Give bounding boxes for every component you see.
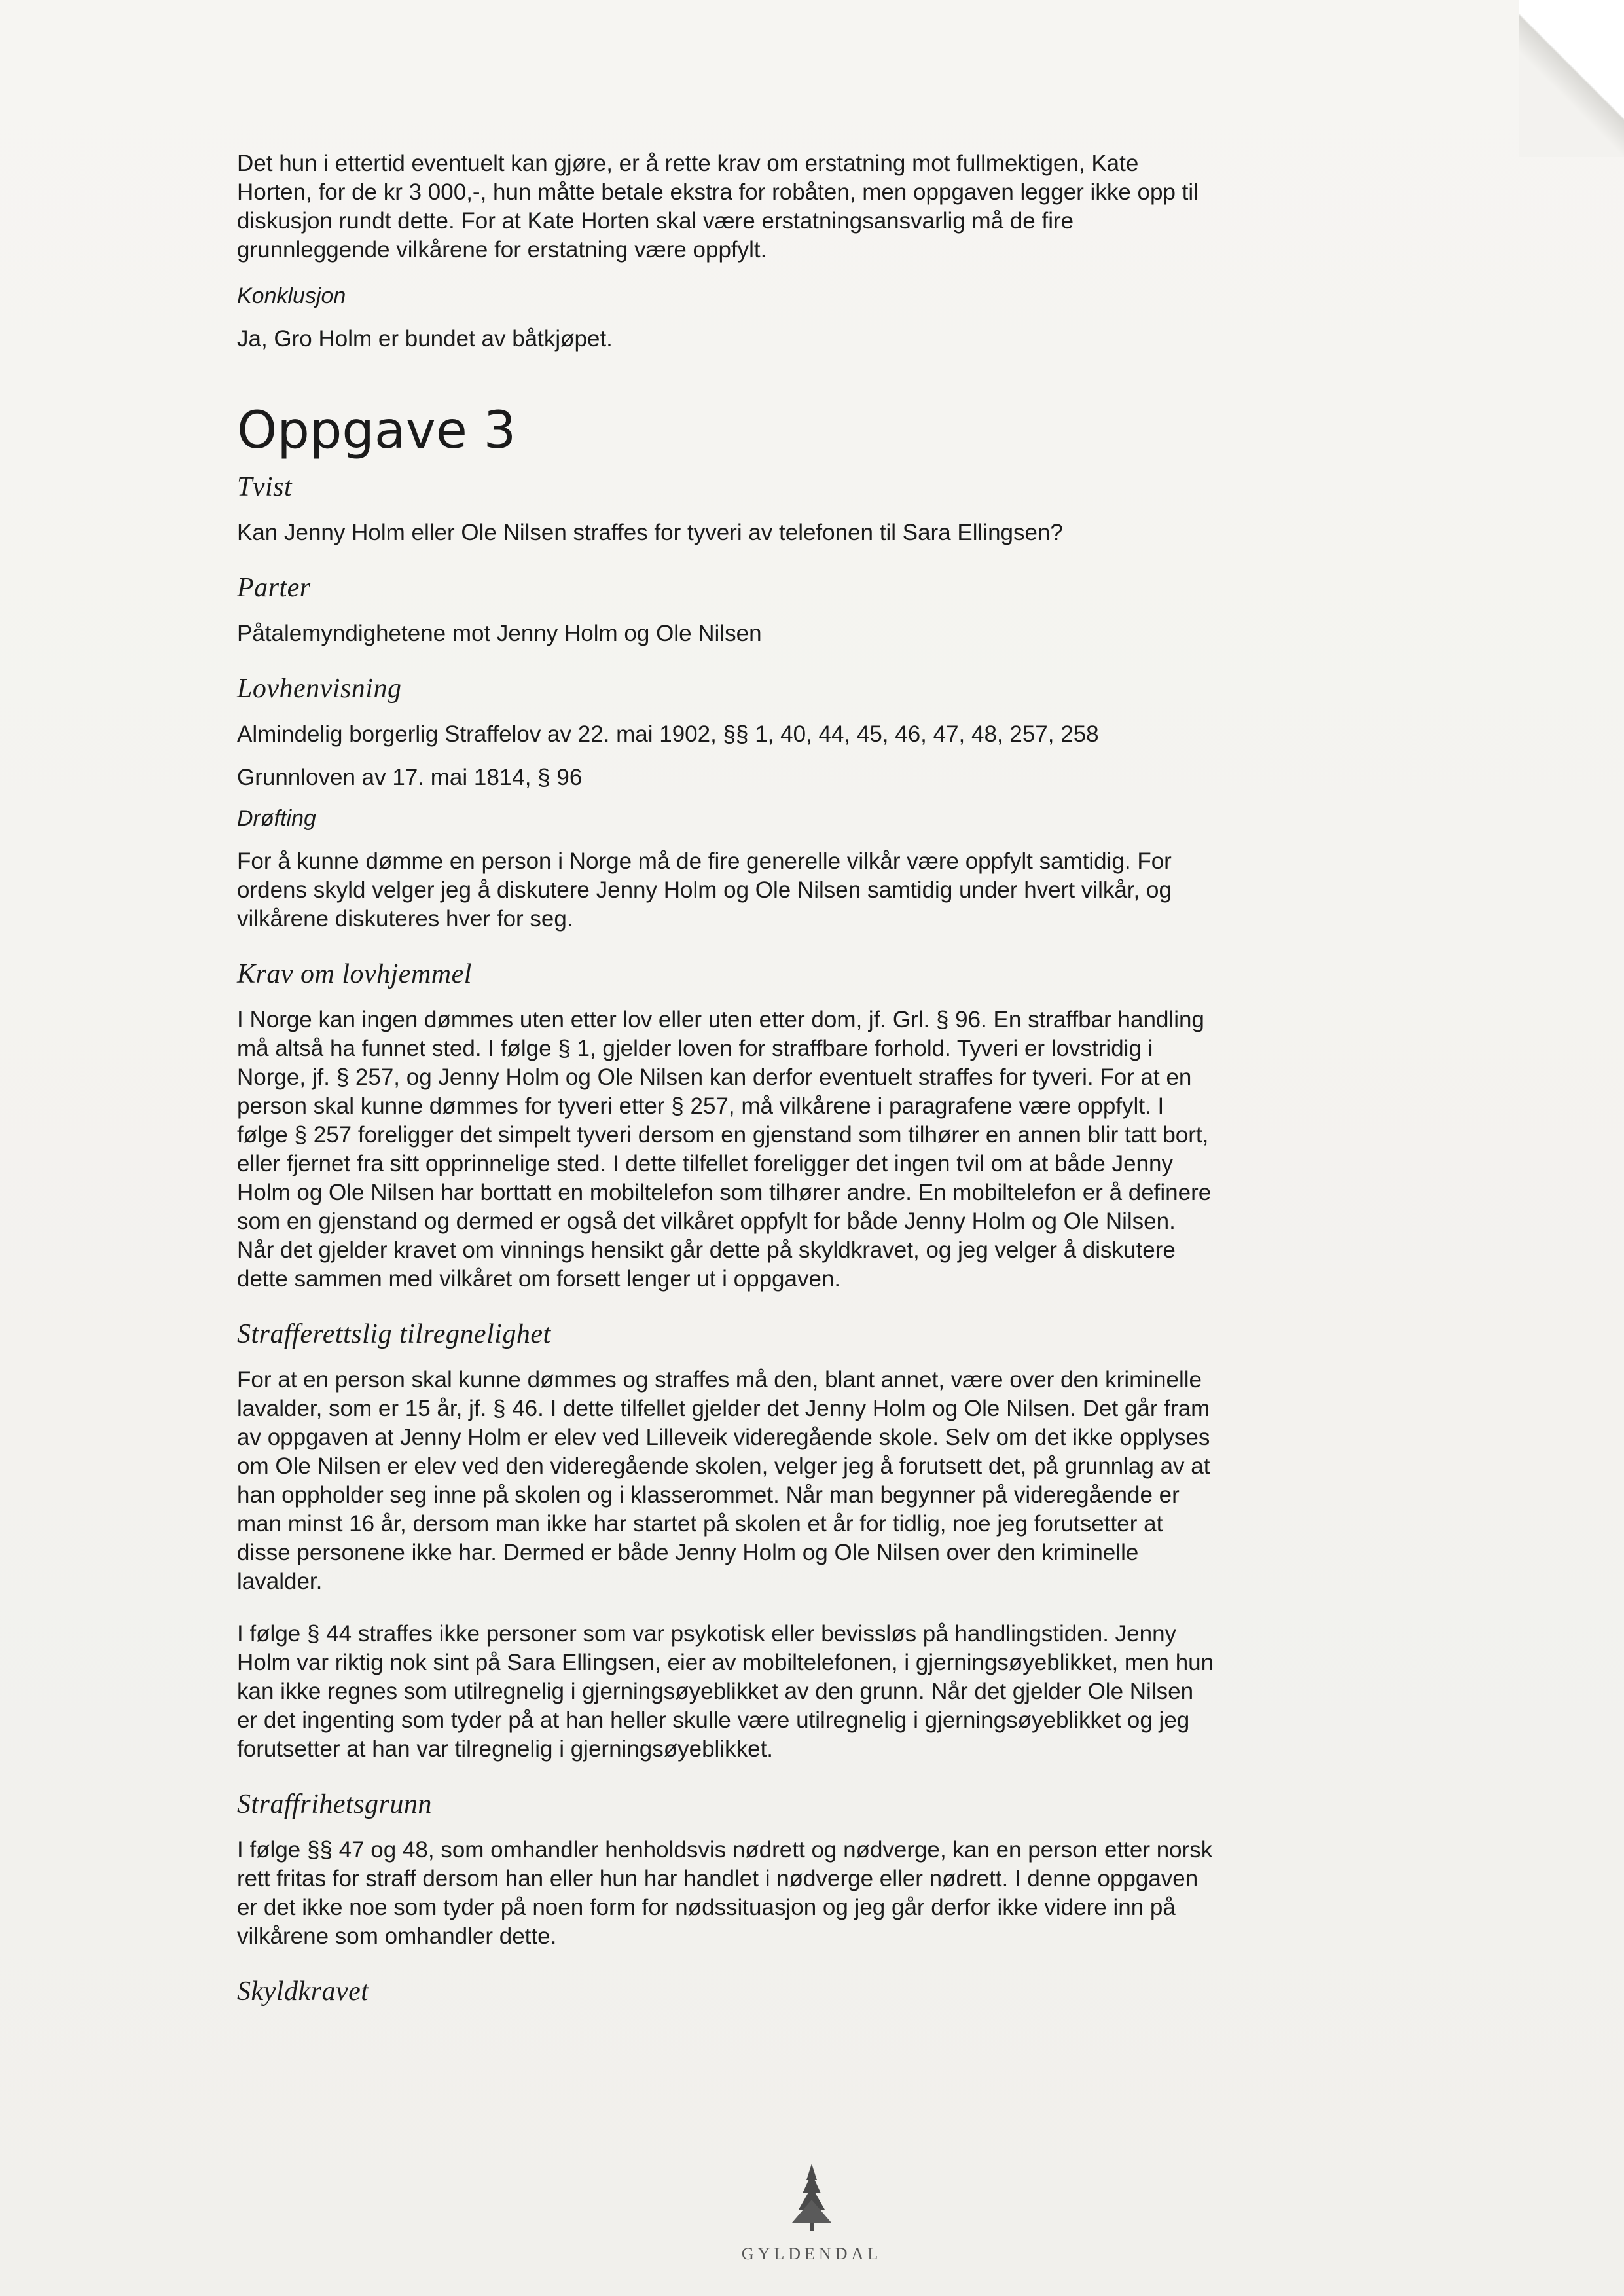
document-body xyxy=(237,149,1415,2023)
skyldkravet-label: Skyldkravet xyxy=(237,1977,369,2007)
tree-icon xyxy=(772,2160,851,2236)
strafferettslig-tilregnelighet-text-1: For at en person skal kunne dømmes og straffes må den, blant annet, være over den kriminelle lavalder, som er 15 år, jf. § 46. I dette tilfellet gjelder det Jenny Holm og Ole Nilsen. Det går fram av oppgaven at Jenny Holm er elev ved Lilleveik videregående skole. Selv om det ikke opplyses om Ole Nilsen er elev ved den videregående skolen, velger jeg å forutsett det, på grunnlag av at han oppholder seg inne på skolen og i klasserommet. Når man begynner på videregående er man minst 16 år, dersom man ikke har startet på skolen et år for tidlig, noe jeg forutsetter at disse personene ikke har. Dermed er både Jenny Holm og Ole Nilsen over den kriminelle lavalder. xyxy=(237,1367,1210,1594)
konklusjon-text: Ja, Gro Holm er bundet av båtkjøpet. xyxy=(237,326,613,352)
page-corner-fold xyxy=(1519,0,1624,157)
konklusjon-label: Konklusjon xyxy=(237,283,346,308)
krav-om-lovhjemmel-label: Krav om lovhjemmel xyxy=(237,959,472,989)
krav-om-lovhjemmel-text: I Norge kan ingen dømmes uten etter lov eller uten etter dom, jf. Grl. § 96. En straffbar handling må altså ha funnet sted. I følge § 1, gjelder loven for straffbare forhold. Tyveri er lovstridig i Norge, jf. § 257, og Jenny Holm og Ole Nilsen kan derfor eventuelt straffes for tyveri. For at en person skal kunne dømmes for tyveri etter § 257, må vilkårene i paragrafene være oppfylt. I følge § 257 foreligger det simpelt tyveri dersom en gjenstand som tilhører en annen blir tatt bort, eller fjernet fra sitt opprinnelige sted. I dette tilfellet foreligger det ingen tvil om at både Jenny Holm og Ole Nilsen har borttatt en mobiltelefon som tilhører andre. En mobiltelefon er å definere som en gjenstand og dermed er også det vilkåret oppfylt for både Jenny Holm og Ole Nilsen. Når det gjelder kravet om vinnings hensikt går dette på skyldkravet, og jeg velger å diskutere dette sammen med vilkåret om forsett lenger ut i oppgaven. xyxy=(237,1007,1212,1292)
lovhenvisning-grunnloven: Grunnloven av 17. mai 1814, § 96 xyxy=(237,765,583,790)
straffrihetsgrunn-label: Straffrihetsgrunn xyxy=(237,1789,432,1819)
lovhenvisning-straffelov: Almindelig borgerlig Straffelov av 22. mai 1902, §§ 1, 40, 44, 45, 46, 47, 48, 257, 258 xyxy=(237,721,1099,747)
intro-paragraph: Det hun i ettertid eventuelt kan gjøre, er å rette krav om erstatning mot fullmektigen, Kate Horten, for de kr 3 000,-, hun måtte betale ekstra for robåten, men oppgaven legger ikke opp til diskusjon rundt dette. For at Kate Horten skal være erstatningsansvarlig må de fire grunnleggende vilkårene for erstatning være oppfylt. xyxy=(237,151,1199,263)
parter-label: Parter xyxy=(237,573,311,603)
tvist-label: Tvist xyxy=(237,472,293,502)
drofting-text: For å kunne dømme en person i Norge må de fire generelle vilkår være oppfylt samtidig. For ordens skyld velger jeg å diskutere Jenny Holm og Ole Nilsen samtidig under hvert vilkår, og vilkårene diskuteres hver for seg. xyxy=(237,848,1172,932)
drofting-label: Drøfting xyxy=(237,806,316,831)
tvist-text: Kan Jenny Holm eller Ole Nilsen straffes for tyveri av telefonen til Sara Ellingsen? xyxy=(237,520,1063,545)
page-title: Oppgave 3 xyxy=(237,401,516,460)
lovhenvisning-label: Lovhenvisning xyxy=(237,674,402,704)
strafferettslig-tilregnelighet-text-2: I følge § 44 straffes ikke personer som var psykotisk eller bevissløs på handlingstiden. Jenny Holm var riktig nok sint på Sara Ellingsen, eier av mobiltelefonen, i gjerningsøyeblikket, men hun kan ikke regnes som utilregnelig i gjerningsøyeblikket av den grunn. Når det gjelder Ole Nilsen er det ingenting som tyder på at han heller skulle være utilregnelig i gjerningsøyeblikket og jeg forutsetter at han var tilregnelig i gjerningsøyeblikket. xyxy=(237,1621,1214,1762)
parter-text: Påtalemyndighetene mot Jenny Holm og Ole Nilsen xyxy=(237,621,762,646)
strafferettslig-tilregnelighet-label: Strafferettslig tilregnelighet xyxy=(237,1319,551,1349)
publisher-logo-text: GYLDENDAL xyxy=(741,2244,882,2263)
straffrihetsgrunn-text: I følge §§ 47 og 48, som omhandler henholdsvis nødrett og nødverge, kan en person etter norsk rett fritas for straff dersom han eller hun har handlet i nødverge eller nødrett. I denne oppgaven er det ikke noe som tyder på noen form for nødssituasjon og jeg går derfor ikke videre inn på vilkårene som omhandler dette. xyxy=(237,1837,1213,1949)
